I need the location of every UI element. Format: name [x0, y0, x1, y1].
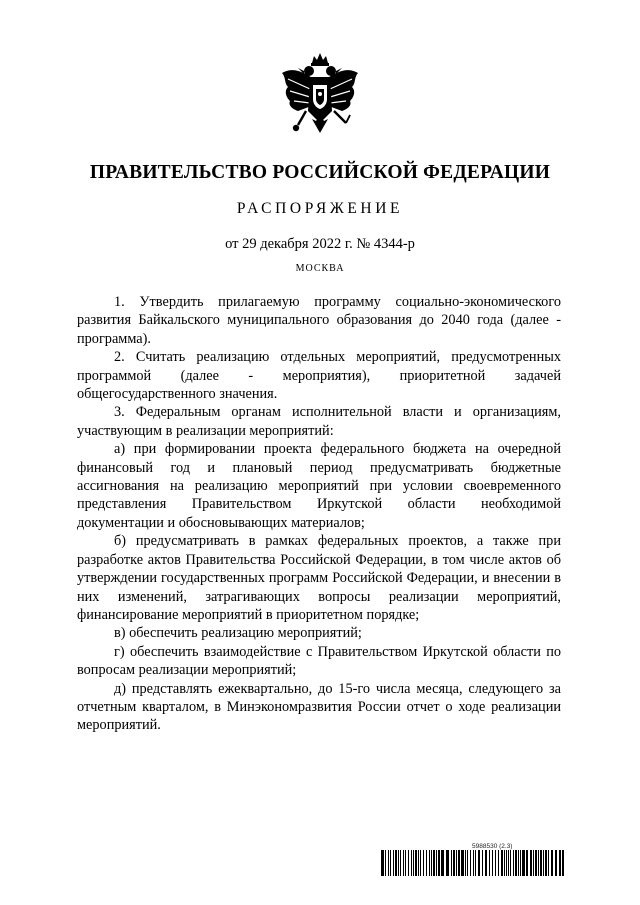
paragraph-3v: в) обеспечить реализацию мероприятий; [114, 625, 362, 642]
paragraph-2: 2. Считать реализацию отдельных мероприятий, предусмотренных программой (далее - мероприятия), приоритетной задачей общегосударственного значения. [77, 349, 561, 403]
paragraph-3b: б) предусматривать в рамках федеральных проектов, а также при разработке актов Правительства Российской Федерации, в том числе актов об утверждении государственных программ Российской Федерации, и внесении в них изменений, затрагивающих вопросы реализации мероприятий, финансирование мероприятий в приоритетном порядке; [77, 533, 561, 623]
document-city: МОСКВА [295, 263, 345, 274]
paragraph-3g: г) обеспечить взаимодействие с Правительством Иркутской области по вопросам реализации мероприятий; [77, 643, 561, 679]
paragraph-3a: а) при формировании проекта федерального бюджета на очередной финансовый год и плановый период предусматривать бюджетные ассигнования на реализацию мероприятий при условии своевременного представления Правительством Иркутской области необходимой документации и обосновывающих материалов; [77, 441, 561, 531]
document-date-number: от 29 декабря 2022 г. № 4344-р [225, 236, 415, 252]
barcode-id: 5988530 (2.3) [472, 843, 513, 850]
document-type: РАСПОРЯЖЕНИЕ [236, 200, 404, 217]
paragraph-1: 1. Утвердить прилагаемую программу социально-экономического развития Байкальского муниципального образования до 2040 года (далее - программа). [77, 294, 561, 347]
document-body [77, 293, 561, 735]
coat-of-arms-icon [276, 49, 364, 149]
paragraph-3: 3. Федеральным органам исполнительной власти и организациям, участвующим в реализации мероприятий: [77, 404, 561, 439]
paragraph-3d: д) представлять ежеквартально, до 15-го числа месяца, следующего за отчетным кварталом, в Минэкономразвития России отчет о ходе реализации мероприятий. [77, 680, 561, 734]
government-title: ПРАВИТЕЛЬСТВО РОССИЙСКОЙ ФЕДЕРАЦИИ [89, 162, 551, 183]
barcode-icon [381, 850, 564, 876]
